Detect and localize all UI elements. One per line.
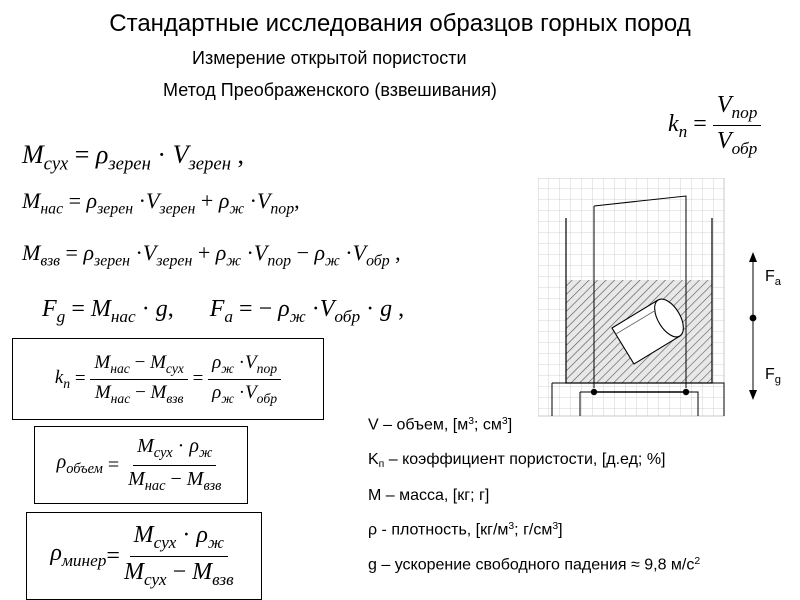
kn-symbol: $k_п$ [668,111,688,142]
subtitle-method: Метод Преображенского (взвешивания) [163,80,497,100]
legend-porosity-coefficient: $K_п$ – коэффициент пористости, [д.ед; %] [368,451,666,471]
legend-mass: M – масса, [кг; г] [368,487,490,504]
legend-density: ρ - плотность, [$кг/м^3$; $г/см^3$] [368,521,563,539]
equals-sign: = [693,111,713,138]
fraction-bulk-density: $\frac{M_{сух} \cdot \rho_ж}{M_{нас} - M_{взв}}$ [128,435,222,494]
pivot-left [591,389,597,395]
fraction-mass: $\frac{M_{нас} - M_{сух}}{M_{нас} - M_{взв}}$ [90,352,188,407]
arrow-up [749,252,757,262]
formula-kn-definition [668,92,761,159]
weighing-apparatus-diagram [538,178,788,418]
page-title: Стандартные исследования образцов горных пород [109,10,691,37]
kn-symbol-box: $k_п$ [54,366,71,391]
arrow-down [749,390,757,400]
legend-gravity: g – ускорение свободного падения ≈ 9,8 $м/с^2$ [368,556,701,574]
force-axis-point [750,315,757,322]
label-archimedes-force: $F_a$ [765,268,782,289]
formula-weighed-mass: $M_{взв} = \rho_{зерен} \cdot V_{зерен} + \rho_ж \cdot V_{пор} - \rho_ж \cdot V_{обр}$ , [22,240,401,270]
subtitle-open-porosity: Измерение открытой пористости [192,48,467,68]
pivot-right [683,389,689,395]
formula-box-mineral-density: $\rho_{минер}$ = $\frac{M_{сух} \cdot \rho_ж}{M_{сух} - M_{взв}}$ [26,512,262,600]
fraction-mineral-density: $\frac{M_{сух} \cdot \rho_ж}{M_{сух} - M_{взв}}$ [123,522,234,589]
formula-box-porosity: $k_п$ = $\frac{M_{нас} - M_{сух}}{M_{нас} - M_{взв}}$ = $\frac{\rho_ж \cdot V_{пор}}{\rho_ж \cdot V_{обр}}$ [12,338,324,420]
formula-saturated-mass: $M_{нас} = \rho_{зерен} \cdot V_{зерен} + \rho_ж \cdot V_{пор}$, [22,188,300,218]
formula-forces: $F_g = M_{нас} \cdot g$, $F_a$ = − $\rho_ж \cdot V_{обр} \cdot g$ , [42,296,405,327]
kn-fraction: $\frac{V_{пор}}{V_{обр}}$ [713,92,762,159]
formula-box-bulk-density: $\rho_{объем}$ = $\frac{M_{сух} \cdot \rho_ж}{M_{нас} - M_{взв}}$ [34,426,248,504]
label-gravity-force: $F_g$ [765,366,782,387]
formula-dry-mass: $M_{сух} = \rho_{зерен} \cdot V_{зерен}$ , [22,140,244,175]
fraction-volume: $\frac{\rho_ж \cdot V_{пор}}{\rho_ж \cdot V_{обр}}$ [208,352,281,407]
legend-volume: V – объем, [$м^3$; $см^3$] [368,416,513,434]
